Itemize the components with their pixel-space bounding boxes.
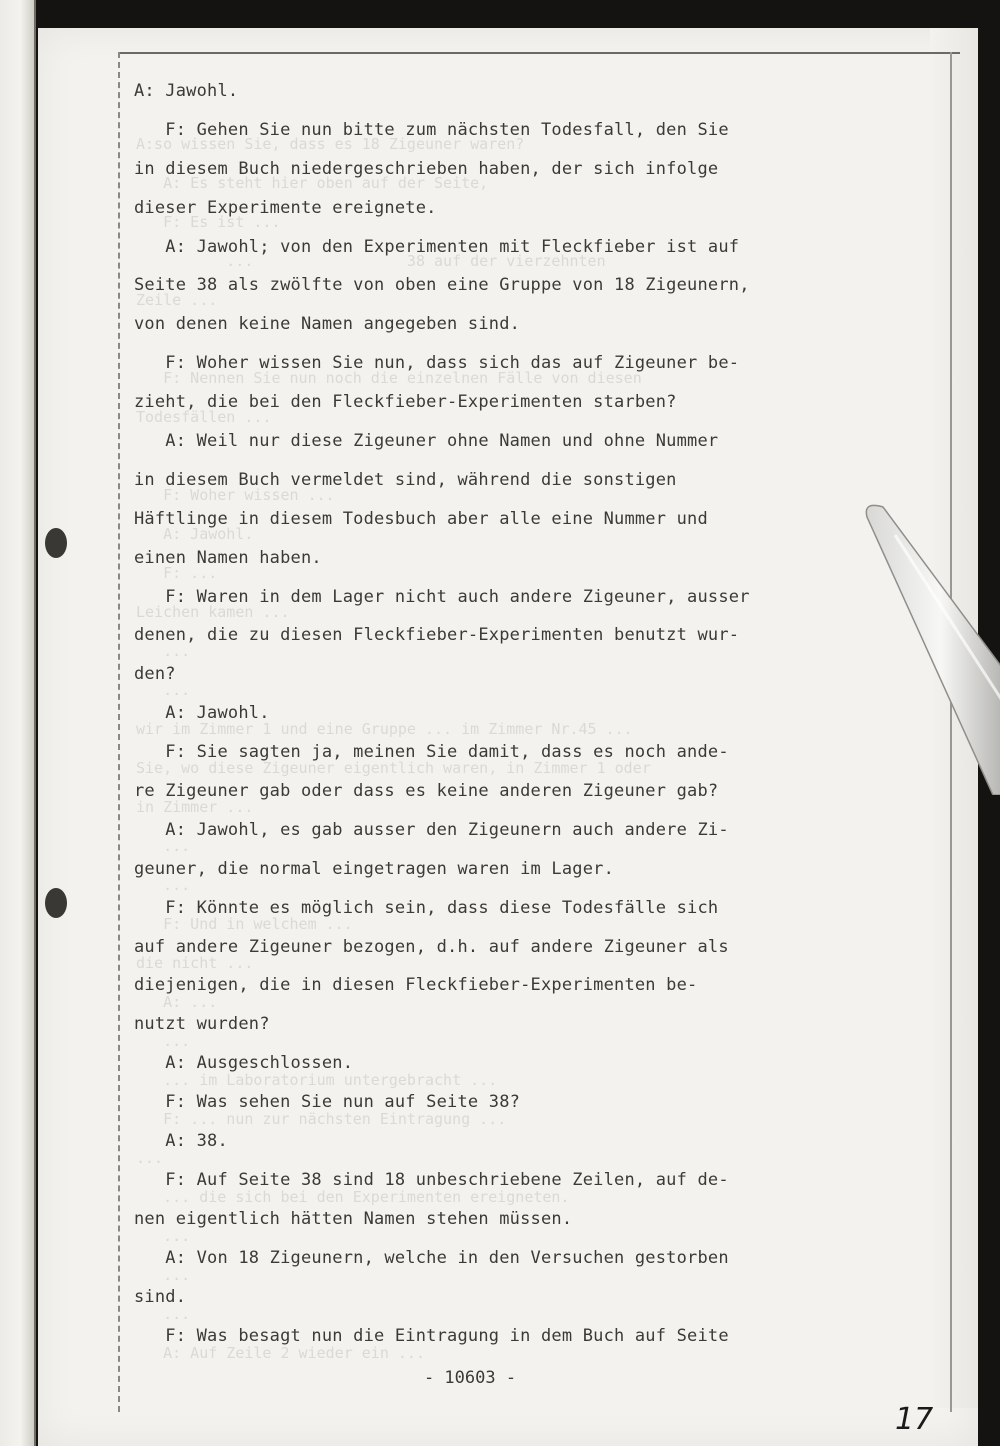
text-line: F: Sie sagten ja, meinen Sie damit, dass es noch ande- [134,742,729,763]
page-number [0,1368,1000,1388]
text-line: F: Waren in dem Lager nicht auch andere Zigeuner, ausser [134,586,750,607]
punch-hole-icon [45,888,67,918]
text-line: geuner, die normal eingetragen waren im Lager. [134,858,615,879]
punch-hole-icon [45,528,67,558]
frame-left-rule [118,52,120,1412]
text-line: A: 38. [134,1131,228,1152]
text-line: A: Jawohl. [134,81,239,101]
text-line: F: Gehen Sie nun bitte zum nächsten Todesfall, den Sie [134,119,729,140]
page-number-text: - 10603 - [423,1368,517,1388]
text-line: in diesem Buch niedergeschrieben haben, der sich infolge [134,158,719,179]
text-line: A: Ausgeschlossen. [134,1053,354,1074]
text-line: F: Woher wissen Sie nun, dass sich das auf Zigeuner be- [134,353,740,374]
text-line: F: Was besagt nun die Eintragung in dem Buch auf Seite [134,1325,729,1346]
handwritten-folio: 17 [895,1402,934,1437]
adjacent-sheet-edge [0,0,36,1446]
text-line: F: Auf Seite 38 sind 18 unbeschriebene Zeilen, auf de- [134,1169,729,1190]
text-line: nutzt wurden? [134,1014,270,1035]
tweezer-icon [855,495,1000,795]
text-line: F: Könnte es möglich sein, dass diese Todesfälle sich [134,897,719,918]
text-line: den? [134,664,176,685]
text-line: A: Von 18 Zigeunern, welche in den Versuchen gestorben [134,1247,729,1268]
text-line: A: Weil nur diese Zigeuner ohne Namen und ohne Nummer [134,431,719,452]
text-line: in diesem Buch vermeldet sind, während die sonstigen [134,469,677,490]
text-line: A: Jawohl. [134,703,270,724]
text-line: A: Jawohl, es gab ausser den Zigeunern auch andere Zi- [134,819,729,840]
text-line: sind. [134,1286,187,1307]
text-line: denen, die zu diesen Fleckfieber-Experimenten benutzt wur- [134,625,740,646]
text-line: auf andere Zigeuner bezogen, d.h. auf andere Zigeuner als [134,936,729,957]
text-line: A: Jawohl; von den Experimenten mit Fleckfieber ist auf [134,236,740,257]
text-line: zieht, die bei den Fleckfieber-Experimenten starben? [134,392,677,413]
text-line: diejenigen, die in diesen Fleckfieber-Experimenten be- [134,975,698,996]
typed-text-body [134,72,934,1355]
text-line: Seite 38 als zwölfte von oben eine Gruppe von 18 Zigeunern, [134,275,750,296]
frame-top-rule [120,52,960,54]
text-line: F: Was sehen Sie nun auf Seite 38? [134,1092,521,1113]
text-line: einen Namen haben. [134,547,322,568]
text-line: von denen keine Namen angegeben sind. [134,314,521,335]
text-line: dieser Experimente ereignete. [134,197,437,218]
text-line: Häftlinge in diesem Todesbuch aber alle eine Nummer und [134,508,708,529]
text-line: re Zigeuner gab oder dass es keine anderen Zigeuner gab? [134,781,719,802]
bleed-through-text: A:so wissen Sie, dass es 18 Zigeuner waren? A: Es steht hier oben auf der Seite, F: Es ist ... ... 38 auf der vierzehnten Zeile ... F: Nennen Sie nun noch die einzelnen Fälle von diesen Todesfällen ... F: Woher wissen ... A: Jawohl. F: ... Leichen kamen ... ... ... wir im Zimmer 1 und eine Gruppe ... im Zimmer Nr.45 ... Sie, wo diese Zigeuner eigentlich waren, in Zimmer 1 oder in Zimmer ... ... ... F: Und in welchem ... die nicht ... A: ... ... ... im Laboratorium untergebracht ... F: ... nun zur nächsten Eintragung ... ... ... die sich bei den Experimenten ereigneten. ... ... ... A: Auf Zeile 2 wieder ein ... [136,135,651,1362]
text-line: nen eigentlich hätten Namen stehen müssen. [134,1208,573,1229]
